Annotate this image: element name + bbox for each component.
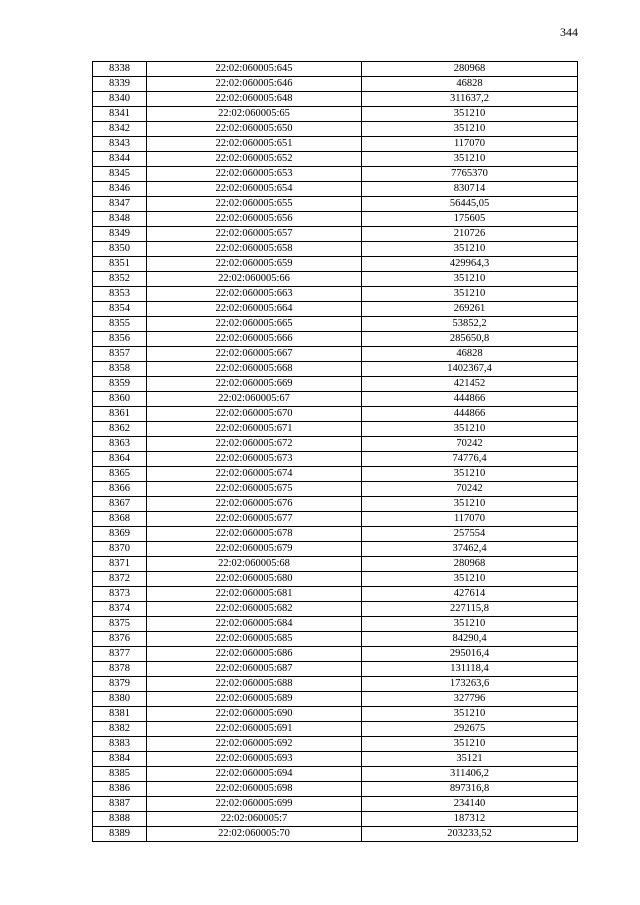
table-row [93, 167, 578, 182]
value-cell: 227115,8 [362, 602, 578, 617]
cadastral-number-cell: 22:02:060005:652 [147, 152, 362, 167]
table-row [93, 737, 578, 752]
value-cell: 84290,4 [362, 632, 578, 647]
table-row [93, 662, 578, 677]
cadastral-number-cell: 22:02:060005:653 [147, 167, 362, 182]
value-cell: 311637,2 [362, 92, 578, 107]
row-number-cell: 8346 [93, 182, 147, 197]
cadastral-number-cell: 22:02:060005:651 [147, 137, 362, 152]
row-number-cell: 8379 [93, 677, 147, 692]
table-row [93, 437, 578, 452]
cadastral-number-cell: 22:02:060005:657 [147, 227, 362, 242]
cadastral-number-cell: 22:02:060005:680 [147, 572, 362, 587]
cadastral-number-cell: 22:02:060005:664 [147, 302, 362, 317]
value-cell: 351210 [362, 617, 578, 632]
row-number-cell: 8353 [93, 287, 147, 302]
row-number-cell: 8349 [93, 227, 147, 242]
value-cell: 292675 [362, 722, 578, 737]
value-cell: 35121 [362, 752, 578, 767]
value-cell: 70242 [362, 437, 578, 452]
cadastral-number-cell: 22:02:060005:68 [147, 557, 362, 572]
row-number-cell: 8356 [93, 332, 147, 347]
table-row [93, 647, 578, 662]
table-row [93, 137, 578, 152]
value-cell: 351210 [362, 497, 578, 512]
row-number-cell: 8360 [93, 392, 147, 407]
cadastral-number-cell: 22:02:060005:690 [147, 707, 362, 722]
value-cell: 351210 [362, 572, 578, 587]
row-number-cell: 8340 [93, 92, 147, 107]
row-number-cell: 8368 [93, 512, 147, 527]
row-number-cell: 8345 [93, 167, 147, 182]
row-number-cell: 8380 [93, 692, 147, 707]
row-number-cell: 8369 [93, 527, 147, 542]
value-cell: 444866 [362, 407, 578, 422]
cadastral-number-cell: 22:02:060005:679 [147, 542, 362, 557]
cadastral-number-cell: 22:02:060005:688 [147, 677, 362, 692]
cadastral-number-cell: 22:02:060005:669 [147, 377, 362, 392]
value-cell: 70242 [362, 482, 578, 497]
table-row [93, 227, 578, 242]
cadastral-number-cell: 22:02:060005:659 [147, 257, 362, 272]
value-cell: 117070 [362, 512, 578, 527]
cadastral-number-cell: 22:02:060005:675 [147, 482, 362, 497]
row-number-cell: 8342 [93, 122, 147, 137]
row-number-cell: 8389 [93, 827, 147, 842]
row-number-cell: 8382 [93, 722, 147, 737]
row-number-cell: 8377 [93, 647, 147, 662]
cadastral-number-cell: 22:02:060005:692 [147, 737, 362, 752]
value-cell: 285650,8 [362, 332, 578, 347]
value-cell: 444866 [362, 392, 578, 407]
row-number-cell: 8370 [93, 542, 147, 557]
table-row [93, 107, 578, 122]
cadastral-number-cell: 22:02:060005:656 [147, 212, 362, 227]
value-cell: 351210 [362, 122, 578, 137]
row-number-cell: 8365 [93, 467, 147, 482]
cadastral-number-cell: 22:02:060005:66 [147, 272, 362, 287]
value-cell: 351210 [362, 707, 578, 722]
value-cell: 203233,52 [362, 827, 578, 842]
value-cell: 7765370 [362, 167, 578, 182]
row-number-cell: 8367 [93, 497, 147, 512]
table-row [93, 632, 578, 647]
table-row [93, 602, 578, 617]
table-row [93, 797, 578, 812]
table-row [93, 407, 578, 422]
cadastral-number-cell: 22:02:060005:672 [147, 437, 362, 452]
cadastral-number-cell: 22:02:060005:671 [147, 422, 362, 437]
value-cell: 280968 [362, 62, 578, 77]
table-row [93, 587, 578, 602]
row-number-cell: 8386 [93, 782, 147, 797]
cadastral-number-cell: 22:02:060005:689 [147, 692, 362, 707]
value-cell: 897316,8 [362, 782, 578, 797]
table-row [93, 347, 578, 362]
row-number-cell: 8361 [93, 407, 147, 422]
value-cell: 56445,05 [362, 197, 578, 212]
row-number-cell: 8350 [93, 242, 147, 257]
value-cell: 53852,2 [362, 317, 578, 332]
cadastral-number-cell: 22:02:060005:663 [147, 287, 362, 302]
row-number-cell: 8385 [93, 767, 147, 782]
row-number-cell: 8364 [93, 452, 147, 467]
value-cell: 351210 [362, 467, 578, 482]
value-cell: 280968 [362, 557, 578, 572]
row-number-cell: 8355 [93, 317, 147, 332]
cadastral-number-cell: 22:02:060005:685 [147, 632, 362, 647]
cadastral-number-cell: 22:02:060005:694 [147, 767, 362, 782]
cadastral-number-cell: 22:02:060005:684 [147, 617, 362, 632]
row-number-cell: 8341 [93, 107, 147, 122]
table-row [93, 92, 578, 107]
table-row [93, 257, 578, 272]
cadastral-number-cell: 22:02:060005:65 [147, 107, 362, 122]
table-row [93, 497, 578, 512]
cadastral-number-cell: 22:02:060005:674 [147, 467, 362, 482]
cadastral-number-cell: 22:02:060005:687 [147, 662, 362, 677]
value-cell: 830714 [362, 182, 578, 197]
row-number-cell: 8384 [93, 752, 147, 767]
row-number-cell: 8387 [93, 797, 147, 812]
table-row [93, 527, 578, 542]
table-row [93, 482, 578, 497]
cadastral-number-cell: 22:02:060005:645 [147, 62, 362, 77]
row-number-cell: 8373 [93, 587, 147, 602]
cadastral-number-cell: 22:02:060005:686 [147, 647, 362, 662]
value-cell: 37462,4 [362, 542, 578, 557]
value-cell: 187312 [362, 812, 578, 827]
value-cell: 257554 [362, 527, 578, 542]
row-number-cell: 8359 [93, 377, 147, 392]
value-cell: 173263,6 [362, 677, 578, 692]
value-cell: 311406,2 [362, 767, 578, 782]
row-number-cell: 8374 [93, 602, 147, 617]
row-number-cell: 8362 [93, 422, 147, 437]
cadastral-number-cell: 22:02:060005:667 [147, 347, 362, 362]
table-row [93, 62, 578, 77]
row-number-cell: 8348 [93, 212, 147, 227]
row-number-cell: 8358 [93, 362, 147, 377]
table-row [93, 752, 578, 767]
table-row [93, 707, 578, 722]
cadastral-number-cell: 22:02:060005:7 [147, 812, 362, 827]
table-row [93, 572, 578, 587]
table-row [93, 272, 578, 287]
row-number-cell: 8343 [93, 137, 147, 152]
value-cell: 234140 [362, 797, 578, 812]
value-cell: 351210 [362, 422, 578, 437]
table-row [93, 722, 578, 737]
table-row [93, 362, 578, 377]
table-row [93, 542, 578, 557]
value-cell: 210726 [362, 227, 578, 242]
table-row [93, 767, 578, 782]
row-number-cell: 8388 [93, 812, 147, 827]
row-number-cell: 8357 [93, 347, 147, 362]
row-number-cell: 8344 [93, 152, 147, 167]
table-row [93, 512, 578, 527]
row-number-cell: 8354 [93, 302, 147, 317]
value-cell: 1402367,4 [362, 362, 578, 377]
cadastral-number-cell: 22:02:060005:678 [147, 527, 362, 542]
table-row [93, 377, 578, 392]
value-cell: 74776,4 [362, 452, 578, 467]
table-row [93, 332, 578, 347]
value-cell: 351210 [362, 287, 578, 302]
row-number-cell: 8376 [93, 632, 147, 647]
cadastral-number-cell: 22:02:060005:681 [147, 587, 362, 602]
value-cell: 427614 [362, 587, 578, 602]
cadastral-number-cell: 22:02:060005:666 [147, 332, 362, 347]
cadastral-number-cell: 22:02:060005:682 [147, 602, 362, 617]
table-row [93, 677, 578, 692]
table-row [93, 782, 578, 797]
cadastral-number-cell: 22:02:060005:648 [147, 92, 362, 107]
cadastral-number-cell: 22:02:060005:67 [147, 392, 362, 407]
row-number-cell: 8372 [93, 572, 147, 587]
table-row [93, 122, 578, 137]
row-number-cell: 8347 [93, 197, 147, 212]
table-row [93, 452, 578, 467]
cadastral-number-cell: 22:02:060005:665 [147, 317, 362, 332]
row-number-cell: 8363 [93, 437, 147, 452]
cadastral-number-cell: 22:02:060005:699 [147, 797, 362, 812]
table-row [93, 212, 578, 227]
table-row [93, 77, 578, 92]
row-number-cell: 8339 [93, 77, 147, 92]
value-cell: 175605 [362, 212, 578, 227]
cadastral-number-cell: 22:02:060005:691 [147, 722, 362, 737]
cadastral-number-cell: 22:02:060005:658 [147, 242, 362, 257]
row-number-cell: 8352 [93, 272, 147, 287]
row-number-cell: 8381 [93, 707, 147, 722]
value-cell: 131118,4 [362, 662, 578, 677]
value-cell: 117070 [362, 137, 578, 152]
value-cell: 295016,4 [362, 647, 578, 662]
table-row [93, 467, 578, 482]
table-row [93, 317, 578, 332]
row-number-cell: 8375 [93, 617, 147, 632]
value-cell: 421452 [362, 377, 578, 392]
cadastral-number-cell: 22:02:060005:670 [147, 407, 362, 422]
table-row [93, 302, 578, 317]
row-number-cell: 8338 [93, 62, 147, 77]
cadastral-number-cell: 22:02:060005:676 [147, 497, 362, 512]
table-row [93, 182, 578, 197]
cadastral-number-cell: 22:02:060005:654 [147, 182, 362, 197]
cadastral-number-cell: 22:02:060005:698 [147, 782, 362, 797]
table-row [93, 242, 578, 257]
value-cell: 351210 [362, 272, 578, 287]
table-row [93, 827, 578, 842]
cadastral-number-cell: 22:02:060005:655 [147, 197, 362, 212]
value-cell: 351210 [362, 107, 578, 122]
cadastral-number-cell: 22:02:060005:693 [147, 752, 362, 767]
value-cell: 351210 [362, 242, 578, 257]
row-number-cell: 8383 [93, 737, 147, 752]
table-row [93, 392, 578, 407]
registry-table [92, 61, 578, 842]
row-number-cell: 8351 [93, 257, 147, 272]
row-number-cell: 8366 [93, 482, 147, 497]
cadastral-number-cell: 22:02:060005:673 [147, 452, 362, 467]
value-cell: 429964,3 [362, 257, 578, 272]
cadastral-number-cell: 22:02:060005:677 [147, 512, 362, 527]
row-number-cell: 8378 [93, 662, 147, 677]
page-number: 344 [560, 25, 578, 39]
table-row [93, 152, 578, 167]
value-cell: 327796 [362, 692, 578, 707]
value-cell: 351210 [362, 152, 578, 167]
table-row [93, 422, 578, 437]
cadastral-number-cell: 22:02:060005:70 [147, 827, 362, 842]
table-row [93, 692, 578, 707]
table-row [93, 197, 578, 212]
value-cell: 46828 [362, 347, 578, 362]
value-cell: 351210 [362, 737, 578, 752]
value-cell: 269261 [362, 302, 578, 317]
value-cell: 46828 [362, 77, 578, 92]
cadastral-number-cell: 22:02:060005:646 [147, 77, 362, 92]
row-number-cell: 8371 [93, 557, 147, 572]
table-row [93, 287, 578, 302]
table-row [93, 557, 578, 572]
table-row [93, 617, 578, 632]
cadastral-number-cell: 22:02:060005:650 [147, 122, 362, 137]
registry-table-body [93, 62, 578, 842]
cadastral-number-cell: 22:02:060005:668 [147, 362, 362, 377]
table-row [93, 812, 578, 827]
